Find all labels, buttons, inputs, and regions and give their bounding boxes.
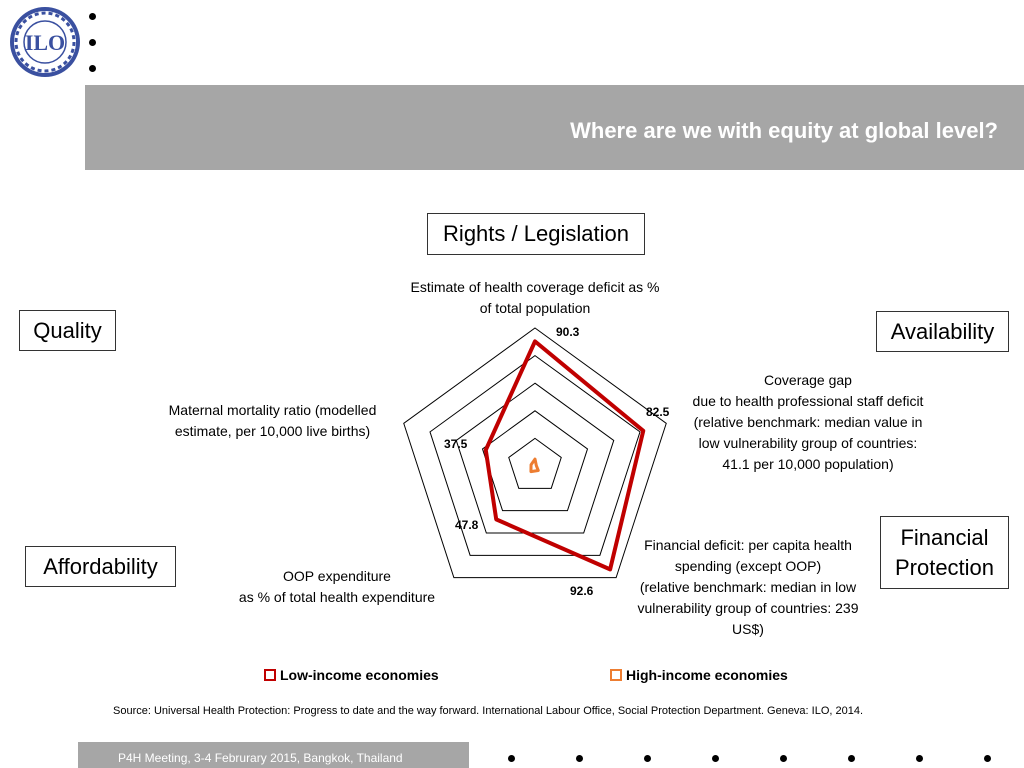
- axis-label-line: Financial deficit: per capita health: [644, 537, 852, 553]
- footer-dot: [508, 755, 515, 762]
- axis-label-line: US$): [732, 621, 764, 637]
- axis-label-staff-deficit: [667, 370, 949, 475]
- rights-legislation-box: Rights / Legislation: [427, 213, 645, 255]
- axis-label-line: as % of total health expenditure: [238, 589, 436, 605]
- legend-high-income: [610, 667, 788, 683]
- bullet-dot: [89, 39, 96, 46]
- logo-text: ILO: [24, 30, 66, 55]
- footer-text: P4H Meeting, 3-4 Februrary 2015, Bangkok, Thailand: [118, 751, 403, 765]
- financial-protection-line1: Financial: [900, 524, 989, 550]
- axis-label-line: Coverage gap: [764, 372, 852, 388]
- axis-label-line: (relative benchmark: median in low: [639, 579, 857, 595]
- title-bar: [85, 85, 1024, 170]
- data-label-oop-expenditure: 47.8: [455, 518, 479, 532]
- footer-dot: [644, 755, 651, 762]
- data-label-maternal-mortality: 37.5: [444, 437, 468, 451]
- axis-label-line: OOP expenditure: [283, 568, 391, 584]
- axis-label-coverage-deficit: [385, 277, 685, 319]
- page-title: Where are we with equity at global level?: [570, 118, 998, 143]
- footer-bar: [78, 742, 469, 768]
- affordability-box: Affordability: [25, 546, 176, 587]
- axis-label-line: estimate, per 10,000 live births): [174, 423, 371, 439]
- axis-label-line: low vulnerability group of countries:: [698, 435, 918, 451]
- footer-dot: [916, 755, 923, 762]
- axis-label-line: vulnerability group of countries: 239: [637, 600, 859, 616]
- radar-grid-ring: [483, 411, 588, 511]
- axis-label-maternal-mortality: [140, 400, 405, 442]
- source-note: Source: Universal Health Protection: Progress to date and the way forward. International Labour Office, Social Protection Department. Geneva: ILO, 2014.: [113, 705, 864, 717]
- axis-label-line: Maternal mortality ratio (modelled: [168, 402, 377, 418]
- bullet-dot: [89, 65, 96, 72]
- data-label-financial-deficit: 92.6: [570, 584, 594, 598]
- axis-label-oop-expenditure: [212, 566, 462, 608]
- footer-dot: [576, 755, 583, 762]
- footer-dot: [780, 755, 787, 762]
- axis-label-line: spending (except OOP): [674, 558, 822, 574]
- axis-label-line: 41.1 per 10,000 population): [722, 456, 894, 472]
- bullet-dot: [89, 13, 96, 20]
- legend-low-income: [264, 667, 439, 683]
- ilo-logo: [6, 5, 84, 79]
- data-label-staff-deficit: 82.5: [646, 405, 670, 419]
- axis-label-line: of total population: [479, 300, 591, 316]
- financial-protection-line2: Protection: [894, 554, 995, 580]
- data-label-coverage-deficit: 90.3: [556, 325, 580, 339]
- quality-box: Quality: [19, 310, 116, 351]
- series-line-high-income: [531, 459, 538, 471]
- radar-grid-ring: [509, 438, 561, 488]
- availability-box: Availability: [876, 311, 1009, 352]
- footer-dot: [848, 755, 855, 762]
- radar-grid-ring: [456, 383, 613, 533]
- legend-swatch-low-income: [264, 669, 276, 681]
- financial-protection-box: [880, 516, 1009, 589]
- footer-dot: [984, 755, 991, 762]
- legend-label-high-income: High-income economies: [626, 667, 788, 683]
- legend-label-low-income: Low-income economies: [280, 667, 439, 683]
- axis-label-financial-deficit: [612, 535, 884, 640]
- axis-label-line: due to health professional staff deficit: [692, 393, 924, 409]
- axis-label-line: Estimate of health coverage deficit as %: [410, 279, 660, 295]
- axis-label-line: (relative benchmark: median value in: [693, 414, 923, 430]
- footer-dot: [712, 755, 719, 762]
- legend-swatch-high-income: [610, 669, 622, 681]
